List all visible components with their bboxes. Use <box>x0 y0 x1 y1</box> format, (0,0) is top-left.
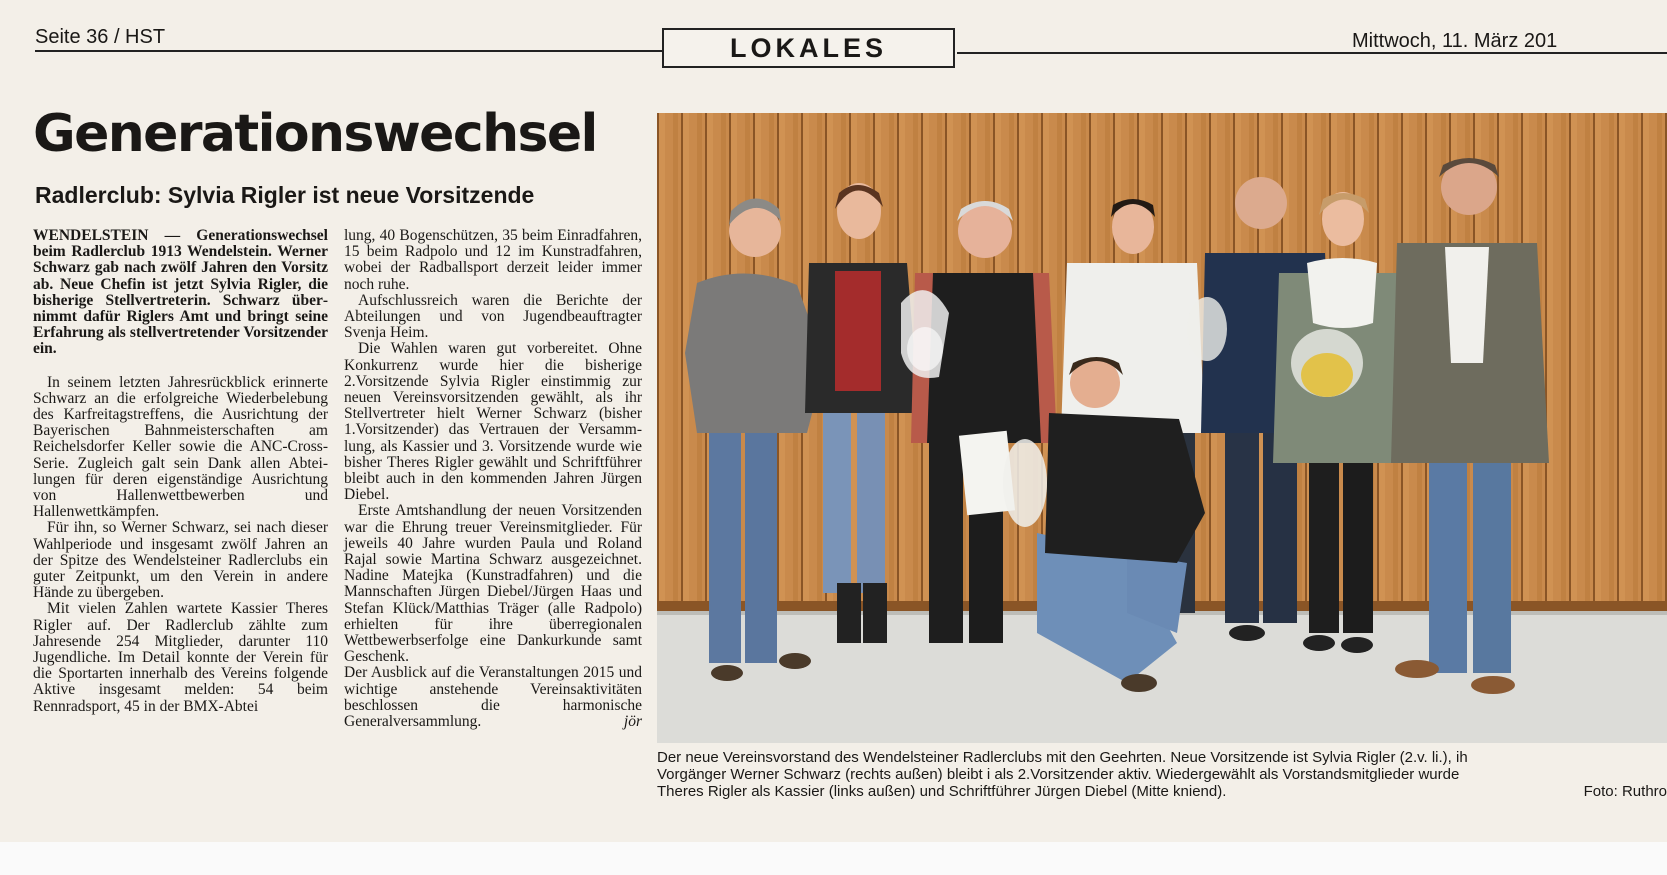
page-label: Seite 36 / HST <box>35 26 166 48</box>
photo-credit: Foto: Ruthro <box>1583 783 1667 800</box>
caption-line: Vorgänger Werner Schwarz (rechts außen) bleibt i als 2.Vorsitzender aktiv. Wiedergewählt als Vorstandsmitglieder wurde <box>657 766 1460 783</box>
section-title: LOKALES <box>662 28 955 68</box>
caption-line: Der neue Vereinsvorstand des Wendelsteiner Radlerclubs mit den Geehrten. Neue Vorsitzende ist Sylvia Rigler (2.v. li.), ih <box>657 749 1468 766</box>
paragraph: lung, 40 Bogenschützen, 35 beim Einradfahren, 15 beim Radpolo und 12 im Kunstradfahren, wobei der Radballsport derzeit leider immer noch ruhe. <box>344 227 642 293</box>
issue-date: Mittwoch, 11. März 201 <box>1352 30 1558 52</box>
closing-text: Der Ausblick auf die Veranstaltungen 2015 und wichtige anstehende Vereinsaktivitäten beschlossen die harmonische Generalversammlung. <box>344 664 642 731</box>
caption-line: Theres Rigler als Kassier (links außen) und Schriftführer Jürgen Diebel (Mitte kniend). <box>657 783 1227 800</box>
paragraph: Für ihn, so Werner Schwarz, sei nach dieser Wahlperiode und insgesamt zwölf Jahren an der Spitze des Wendelsteiner Radlerclubs ein guter Zeitpunkt, um den Verein in andere Hände zu übergeben. <box>33 519 328 602</box>
paragraph: Die Wahlen waren gut vorbereitet. Ohne Konkurrenz wurde hier die bisherige 2.Vorsitzende Sylvia Rigler einstimmig zur neuen Vereinsvorsitzenden gewählt, als ihr Stellvertreter hielt Werner Schwarz (bisher 1.Vorsitzender) das Vertrauen der Versammlung, als Kassier und 3. Vorsitzende wurde wie bisher Theres Rigler gewählt und Schriftführer bleibt auch in den kommenden Jahren Jürgen Diebel. <box>344 340 642 504</box>
lead-text: Generationswechsel beim Radlerclub 1913 Wendelstein. Werner Schwarz gab nach zwölf Jahren den Vorsitz ab. Neue Chefin ist jetzt Sylvia Rigler, die bisherige Stellvertreterin. Schwarz übernimmt dafür Riglers Amt und bringt seine Erfahrung als stellvertretender Vorsitzender ein. <box>33 227 328 358</box>
group-photo <box>657 113 1667 743</box>
article-lead <box>33 228 328 358</box>
paragraph: Mit vielen Zahlen wartete Kassier Theres Rigler auf. Der Radlerclub zählte zum Jahresende 254 Mitglieder, darunter 110 Jugendliche. Im Detail konnte der Verein für die Sportarten innerhalb des Vereins folgende Aktive insgesamt melden: 54 beim Rennradsport, 45 in der BMX-Abtei <box>33 600 328 715</box>
dateline: WENDELSTEIN — <box>33 227 197 244</box>
author-signature: jör <box>623 713 642 731</box>
group-photo-illustration <box>657 113 1667 743</box>
paragraph-last <box>344 665 642 730</box>
photo-caption <box>657 749 1667 800</box>
article-headline: Generationswechsel <box>33 104 597 164</box>
page-bottom-margin <box>0 842 1667 875</box>
paragraph: Erste Amtshandlung der neuen Vorsitzenden war die Ehrung treuer Vereinsmitglieder. Für jeweils 40 Jahre wurden Paula und Roland Rajal sowie Martina Schwarz ausgezeichnet. Nadine Matejka (Kunstradfahren) und die Mannschaften Jürgen Diebel/Jürgen Haas und Stefan Klück/Matthias Träger (alle Radpolo) erhielten für ihre überregionalen Wettbewerbserfolge eine Dankurkunde samt Geschenk. <box>344 502 642 666</box>
article-subheadline: Radlerclub: Sylvia Rigler ist neue Vorsitzende <box>35 182 535 208</box>
header-rule-left <box>35 50 662 52</box>
paragraph: Aufschlussreich waren die Berichte der Abteilungen und von Jugendbeauftragter Svenja Heim. <box>344 291 642 342</box>
article-column-1 <box>33 228 328 715</box>
article-column-2 <box>344 228 642 730</box>
paragraph: In seinem letzten Jahresrückblick erinnerte Schwarz an die erfolgreiche Wiederbelebung des Karfreitagstreffens, die Ausrichtung der Bayerischen Bahnmeisterschaften am Reichelsdorfer Keller sowie die ANC-Cross-Serie. Zugleich galt sein Dank allen Abteilungen für deren eigenständige Ausrichtung von Hallenwettbewerben und Hallenwettkämpfen. <box>33 373 328 521</box>
